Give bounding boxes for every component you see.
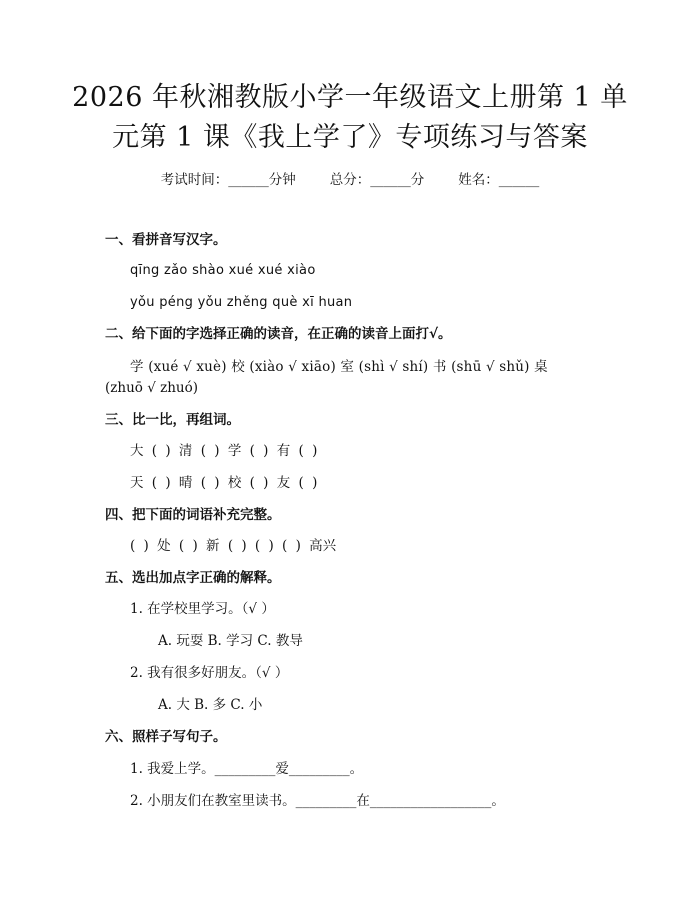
title-line-1: 2026 年秋湘教版小学一年级语文上册第 1 单 [72,82,628,113]
word-compare-line: 大 ( ) 清 ( ) 学 ( ) 有 ( ) [130,443,318,459]
section-heading: 六、照样子写句子。 [105,729,227,745]
section-heading: 五、选出加点字正确的解释。 [105,570,281,586]
section-heading: 二、给下面的字选择正确的读音，在正确的读音上面打√。 [105,326,452,342]
name-field: 姓名：______ [458,172,540,188]
sentence-pattern-line: 2. 小朋友们在教室里读书。_________在__________________。 [130,793,505,809]
score-field: 总分：______分 [329,172,425,188]
document-title [70,78,630,158]
sentence-pattern-line: 1. 我爱上学。_________爱_________。 [130,761,364,777]
word-compare-line: 天 ( ) 晴 ( ) 校 ( ) 友 ( ) [130,475,318,491]
exam-meta [0,170,700,190]
section-heading: 一、看拼音写汉字。 [105,232,227,248]
question-line: 1. 在学校里学习。（√ ） [130,601,275,617]
time-field: 考试时间：______分钟 [160,172,296,188]
option-line: A. 大 B. 多 C. 小 [158,697,263,713]
question-line: 2. 我有很多好朋友。（√ ） [130,665,289,681]
pinyin-line: qīng zǎo shào xué xué xiào [130,263,316,278]
reading-choice-line: (zhuō √ zhuó) [105,380,198,396]
pinyin-line: yǒu péng yǒu zhěng què xī huan [130,295,353,310]
reading-choice-line: 学 (xué √ xuè) 校 (xiào √ xiāo) 室 (shì √ shí) 书 (shū √ shǔ) 桌 [130,359,548,375]
title-line-2: 元第 1 课《我上学了》专项练习与答案 [112,122,588,153]
option-line: A. 玩耍 B. 学习 C. 教导 [158,633,303,649]
idiom-fill-line: ( ) 处 ( ) 新 ( ) ( ) ( ) 高兴 [130,538,337,554]
section-heading: 三、比一比，再组词。 [105,412,240,428]
section-heading: 四、把下面的词语补充完整。 [105,507,281,523]
